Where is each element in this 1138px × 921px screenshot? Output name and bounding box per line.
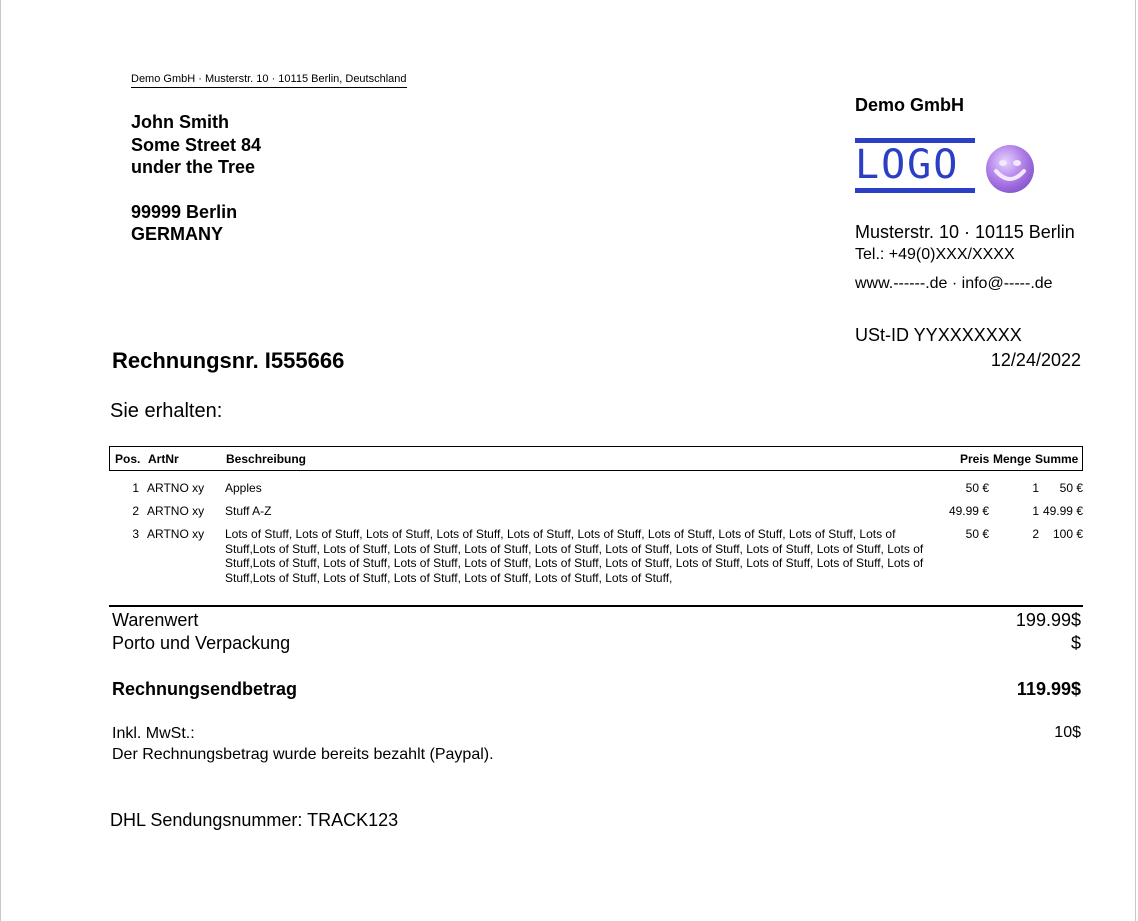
row-quantity: 1 [1032,481,1039,495]
recipient-extra: under the Tree [131,157,256,177]
intro-text: Sie erhalten: [110,400,223,422]
invoice-total-amount: 119.99$ [1016,679,1081,699]
row-pos: 1 [132,481,139,495]
items-table-header [109,446,1083,471]
row-quantity: 2 [1032,527,1039,541]
row-sum: 49.99 € [1042,504,1083,518]
vat-label: Inkl. MwSt.: [112,725,195,742]
row-pos: 3 [132,527,139,541]
sender-return-address: Demo GmbH · Musterstr. 10 · 10115 Berlin, Deutschland [131,72,407,88]
header-quantity: Menge [993,452,1032,466]
row-price: 50 € [965,481,989,495]
row-description: Lots of Stuff, Lots of Stuff, Lots of Stuff, Lots of Stuff, Lots of Stuff, Lots of Stuff, Lots of Stuff, Lots of Stuff, Lots of Stuff, Lots of Stuff,Lots of Stuff, Lots of Stuff, Lots of Stuff, Lots of Stuff, Lots of Stuff, Lots of Stuff, Lots of Stuff, Lots of Stuff, Lots of Stuff, Lots of Stuff,Lots of Stuff, Lots of Stuff, Lots of Stuff, Lots of Stuff, Lots of Stuff, Lots of Stuff, Lots of Stuff, Lots of Stuff, Lots of Stuff, Lots of Stuff,Lots of Stuff, Lots of Stuff, Lots of Stuff, Lots of Stuff, Lots of Stuff, Lots of Stuff, [225,527,924,585]
recipient-city: 99999 Berlin [131,201,238,222]
smiley-icon [984,143,1036,195]
vat-amount: 10$ [1054,724,1081,741]
header-pos: Pos. [115,452,141,466]
company-phone: Tel.: +49(0)XXX/XXXX [855,246,1015,263]
row-quantity: 1 [1032,504,1039,518]
row-description: Stuff A-Z [225,504,272,518]
recipient-address [131,111,261,246]
page-edge-left [0,0,1,921]
header-description: Beschreibung [226,452,307,466]
row-artnr: ARTNO xy [147,504,205,518]
page-edge-right [1135,0,1136,921]
goods-value-amount: 199.99$ [1015,610,1081,630]
row-artnr: ARTNO xy [147,527,205,541]
shipping-label: Porto und Verpackung [112,633,291,653]
company-vat-id: USt-ID YYXXXXXXX [855,325,1022,345]
totals-divider [109,605,1083,607]
company-name: Demo GmbH [855,95,965,115]
header-sum: Summe [1035,452,1079,466]
row-pos: 2 [132,504,139,518]
recipient-name: John Smith [131,112,229,132]
row-artnr: ARTNO xy [147,481,205,495]
company-address: Musterstr. 10 · 10115 Berlin [855,222,1075,242]
logo-text: LOGO [855,142,960,188]
goods-value-label: Warenwert [112,610,199,630]
row-sum: 100 € [1052,527,1083,541]
header-artnr: ArtNr [148,452,179,466]
tracking-number: DHL Sendungsnummer: TRACK123 [110,810,399,830]
row-sum: 50 € [1059,481,1083,495]
payment-note: Der Rechnungsbetrag wurde bereits bezahlt (Paypal). [112,746,494,763]
invoice-total-label: Rechnungsendbetrag [112,679,298,699]
company-web-email: www.------.de · info@-----.de [855,275,1053,292]
row-price: 50 € [965,527,989,541]
invoice-date: 12/24/2022 [990,350,1081,370]
company-logo [855,138,1045,200]
row-description: Apples [225,481,262,495]
header-price: Preis [960,452,990,466]
shipping-amount: $ [1070,633,1081,653]
row-price: 49.99 € [948,504,989,518]
invoice-number: Rechnungsnr. I555666 [112,348,345,373]
recipient-country: GERMANY [131,224,224,244]
recipient-street: Some Street 84 [131,134,262,155]
logo-bar-bottom [855,188,975,193]
